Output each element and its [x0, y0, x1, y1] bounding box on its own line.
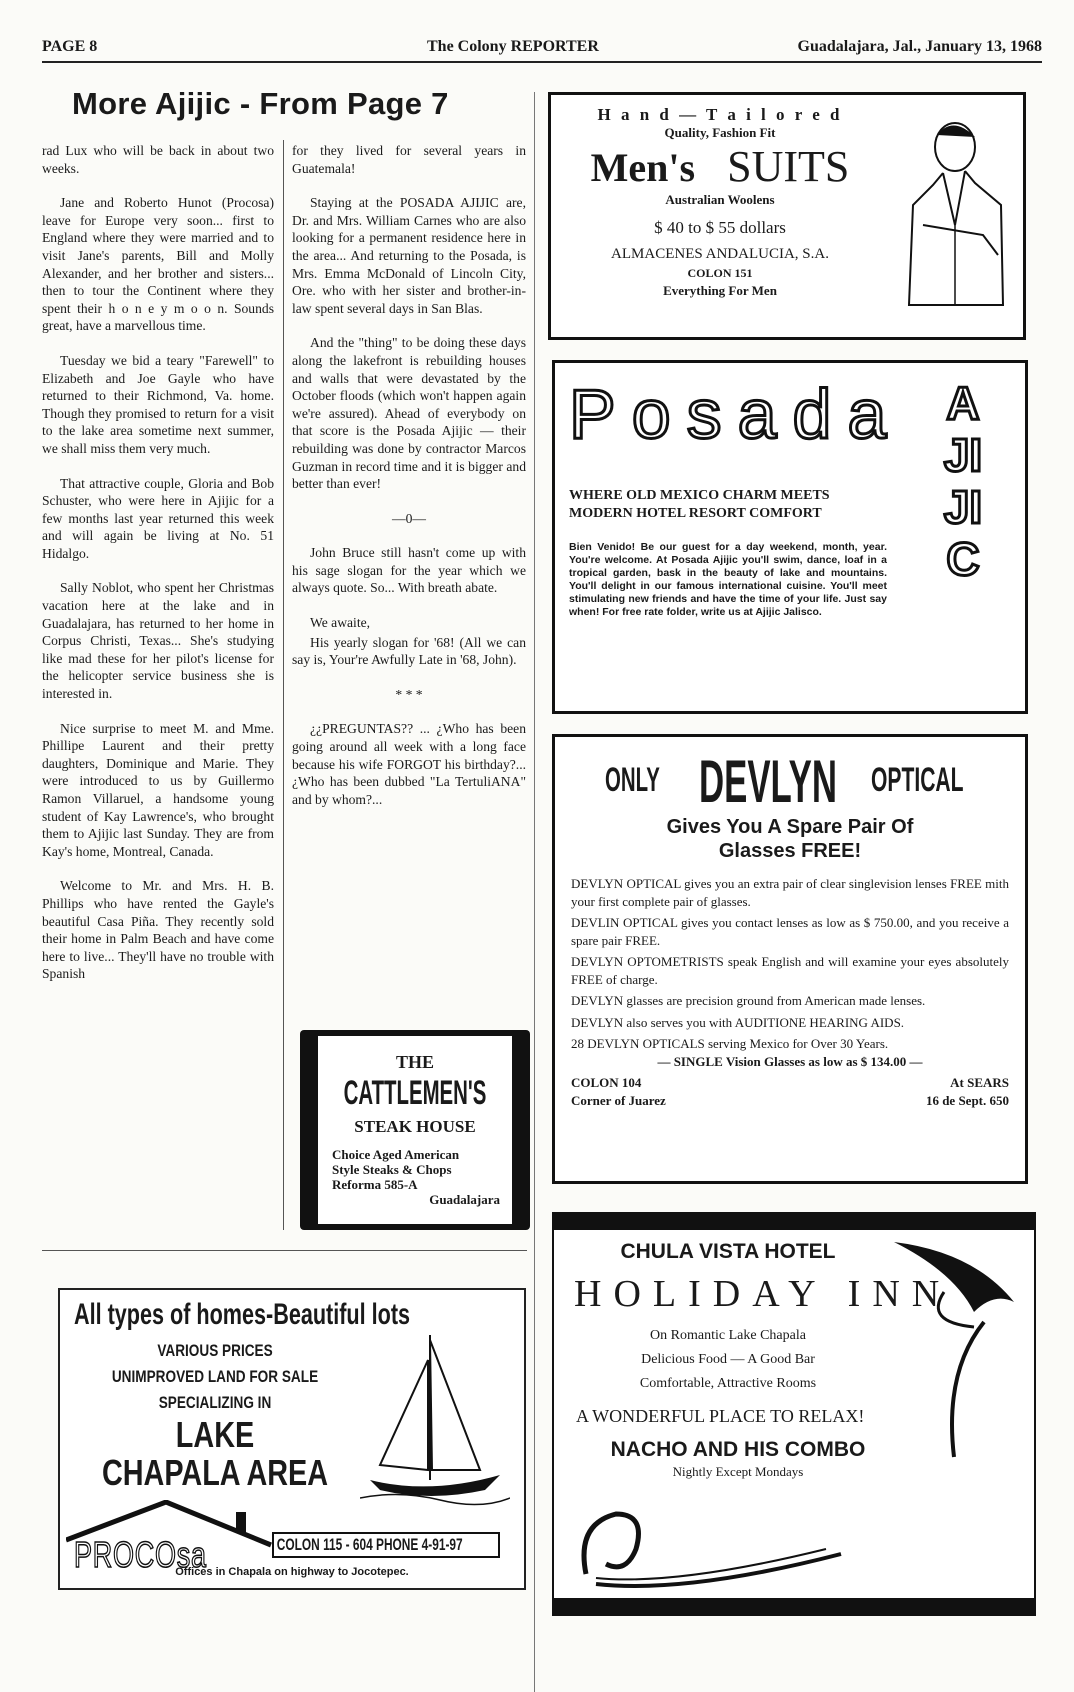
procosa-line: UNIMPROVED LAND FOR SALE: [111, 1367, 319, 1386]
posada-logo: Posada: [569, 375, 903, 453]
paragraph: We awaite,: [310, 615, 371, 631]
section-break: —0—: [392, 510, 426, 526]
paragraph: His yearly slogan for '68! (All we can say is, Your're Awfully Late in '68, John).: [292, 634, 526, 668]
procosa-chapala-area: CHAPALA AREA: [101, 1452, 329, 1493]
paragraph: Staying at the POSADA AJIJIC are, Dr. and Mrs. William Carnes who are also looking for a permanent residence here in the area... And returning to the Posada, is Mrs. Emma McDonald of Lincoln City, Ore. who with her sister and brother-in-law spent several days in San Blas.: [292, 195, 526, 316]
dateline: Guadalajara, Jal., January 13, 1968: [797, 38, 1042, 55]
section-rule: [42, 1250, 527, 1251]
procosa-phone-box: [272, 1532, 500, 1558]
procosa-title: All types of homes-Beautiful lots: [74, 1298, 411, 1331]
paragraph: ¿¿PREGUNTAS?? ... ¿Who has been going around all week with a long face because his wife FORGOT his birthday?...¿Who has been dubbed "La TertuliANA" and by whom?...: [292, 721, 526, 807]
devlyn-price: — SINGLE Vision Glasses as low as $ 134.00 —: [657, 1053, 923, 1069]
suits-price: $ 40 to $ 55 dollars: [654, 218, 786, 237]
section-break: * * *: [395, 686, 423, 702]
posada-ajijic-ad: [552, 360, 1028, 714]
chula-vista-title: CHULA VISTA HOTEL: [620, 1240, 836, 1263]
cattlemens-the: THE: [395, 1052, 434, 1072]
holiday-inn-nightly: Nightly Except Mondays: [672, 1464, 804, 1479]
devlyn-paragraph: DEVLYN glasses are precision ground from American made lenses.: [571, 993, 926, 1008]
procosa-line: VARIOUS PRICES: [157, 1341, 273, 1360]
ajijic-vertical-logo: AJIJIC: [943, 377, 983, 585]
cattlemens-steak-house: STEAK HOUSE: [354, 1117, 476, 1136]
paragraph: Tuesday we bid a teary "Farewell" to Elizabeth and Joe Gayle who have returned to their Richmond, Va. home. Though they promised to return for a visit to the lake area sometime next summer, we shall miss them very much.: [42, 352, 274, 456]
cattlemens-name: CATTLEMEN'S: [343, 1074, 487, 1112]
suits-hand-tailored: H a n d — T a i l o r e d: [597, 105, 843, 124]
top-band: [554, 1214, 1034, 1230]
procosa-phone: COLON 115 - 604 PHONE 4-91-97: [276, 1535, 463, 1554]
cattlemens-address: Reforma 585-A: [332, 1177, 418, 1192]
procosa-line: SPECIALIZING IN: [158, 1393, 272, 1412]
page-number: PAGE 8: [42, 38, 98, 55]
man-in-suit-illustration: [903, 115, 1013, 315]
holiday-inn-title: HOLIDAY INN: [574, 1273, 952, 1315]
devlyn-paragraph: DEVLIN OPTICAL gives you contact lenses as low as $ 750.00, and you receive a spare pair FREE.: [571, 915, 1009, 948]
paragraph: And the "thing" to be doing these days along the lakefront is rebuilding houses and walls that were devastated by the October floods (which won't happen again we're assured). Ahead of everybody on that score is the Posada Ajijic — their rebuilding was done by contractor Marcos Guzman in record time and it is bigger and better than ever!: [292, 335, 526, 492]
wave-ornament: [566, 1494, 846, 1594]
sailboat-illustration: [360, 1330, 510, 1510]
suits-title-mens: Men's: [590, 145, 696, 190]
devlyn-subhead: Gives You A Spare Pair Of Glasses FREE!: [666, 816, 914, 862]
devlyn-optical-ad: [552, 734, 1028, 1184]
devlyn-address: COLON 104: [571, 1075, 642, 1090]
procosa-lake: LAKE: [175, 1414, 255, 1455]
leaf-illustration: [884, 1232, 1032, 1462]
article-column-2: [292, 142, 526, 992]
holiday-inn-relax: A WONDERFUL PLACE TO RELAX!: [576, 1406, 865, 1426]
column-divider: [283, 140, 284, 1230]
paragraph: Nice surprise to meet M. and Mme. Phillipe Laurent and their pretty daughters, Dominique and Marie. They were introduced to us by Guillermo Ramon Villaruel, a handsome young student of Kay Lawrence's, who brought them to Ajijic last Sunday. They are from Kay's home, Montreal, Canada.: [42, 720, 274, 859]
suits-address: COLON 151: [687, 266, 753, 280]
paragraph: John Bruce still hasn't come up with his sage slogan for the year which we always quote. So... With breath abate.: [292, 545, 526, 596]
suits-store: ALMACENES ANDALUCIA, S.A.: [611, 246, 829, 262]
cattlemens-line: Style Steaks & Chops: [332, 1162, 452, 1177]
bottom-band: [554, 1598, 1034, 1614]
procosa-offices: Offices in Chapala on highway to Jocotepec.: [175, 1566, 409, 1578]
paragraph: rad Lux who will be back in about two weeks.: [42, 143, 274, 176]
paragraph: for they lived for several years in Guatemala!: [292, 143, 526, 176]
paragraph: Welcome to Mr. and Mrs. H. B. Phillips who have rented the Gayle's beautiful Casa Piña. They recently sold their home in Palm Beach and have come here to live... They'll have no trouble with Spanish: [42, 878, 274, 982]
suits-title-suits: SUITS: [727, 142, 850, 191]
devlyn-address: At SEARS: [950, 1075, 1009, 1090]
holiday-inn-ad: [552, 1212, 1036, 1616]
page-header: [42, 36, 1042, 62]
procosa-logo: PROCOsa: [74, 1534, 207, 1575]
cattlemens-line: Choice Aged American: [332, 1147, 460, 1162]
header-rule: [42, 61, 1042, 63]
devlyn-paragraph: 28 DEVLYN OPTICALS serving Mexico for Over 30 Years.: [571, 1036, 889, 1051]
article-headline: More Ajijic - From Page 7: [72, 86, 449, 121]
devlyn-paragraph: DEVLYN OPTOMETRISTS speak English and will examine your eyes absolutely FREE of charge.: [571, 954, 1009, 987]
holiday-inn-line: Delicious Food — A Good Bar: [641, 1352, 815, 1367]
ads-divider: [534, 92, 535, 1692]
devlyn-address: 16 de Sept. 650: [925, 1092, 1009, 1108]
devlyn-brand: DEVLYN: [699, 748, 837, 815]
paragraph: Sally Noblot, who spent her Christmas vacation here at the lake and in Guadalajara, has returned to her home in Corpus Christi, Texas... She's studying like mad these for her pilot's license for the helicopter service business she is interested in.: [42, 580, 274, 702]
mens-suits-ad: [548, 92, 1026, 340]
paragraph: That attractive couple, Gloria and Bob Schuster, who were here in Ajijic for a few months last year returned this week and will again be living at No. 51 Hidalgo.: [42, 475, 274, 561]
posada-body: Bien Venido! Be our guest for a day weekend, month, year. You're welcome. At Posada Ajijic you'll swim, dance, loaf in a tropical garden, bask in the beauty of lake and mountains. You'll delight in our famous international cuisine. You'll meet stimulating new friends and have the time of your life. Just say when! For free rate folder, write us at Ajijic Jalisco.: [569, 541, 887, 618]
devlyn-paragraph: DEVLYN OPTICAL gives you an extra pair of clear singlevision lenses FREE mith your first complete pair of glasses.: [571, 876, 1009, 909]
posada-headline: WHERE OLD MEXICO CHARM MEETS MODERN HOTEL RESORT COMFORT: [569, 488, 830, 521]
cattlemens-panel: [318, 1036, 512, 1224]
devlyn-optical: OPTICAL: [871, 761, 964, 799]
holiday-inn-line: On Romantic Lake Chapala: [650, 1328, 806, 1343]
devlyn-paragraph: DEVLYN also serves you with AUDITIONE HEARING AIDS.: [571, 1014, 905, 1030]
suits-woolens: Australian Woolens: [665, 192, 775, 207]
suits-tagline: Everything For Men: [663, 283, 777, 298]
devlyn-only: ONLY: [605, 761, 660, 799]
holiday-inn-combo: NACHO AND HIS COMBO: [610, 1438, 866, 1461]
devlyn-address: Corner of Juarez: [571, 1092, 666, 1108]
holiday-inn-line: Comfortable, Attractive Rooms: [639, 1376, 817, 1391]
paper-name: The Colony REPORTER: [427, 38, 599, 55]
cattlemens-ad: [300, 1030, 530, 1230]
paragraph: Jane and Roberto Hunot (Procosa) leave for Europe very soon... first to England where they were married and to visit Jane's parents, Bill and Molly Alexander, and her brother and sisters... then to tour the Continent where they spent their h o n e y m o o n. Sounds great, have a marvellous time.: [42, 195, 274, 334]
procosa-ad: [58, 1288, 526, 1590]
suits-quality: Quality, Fashion Fit: [664, 125, 776, 140]
cattlemens-city: Guadalajara: [429, 1192, 500, 1207]
article-column-1: [42, 142, 274, 1232]
